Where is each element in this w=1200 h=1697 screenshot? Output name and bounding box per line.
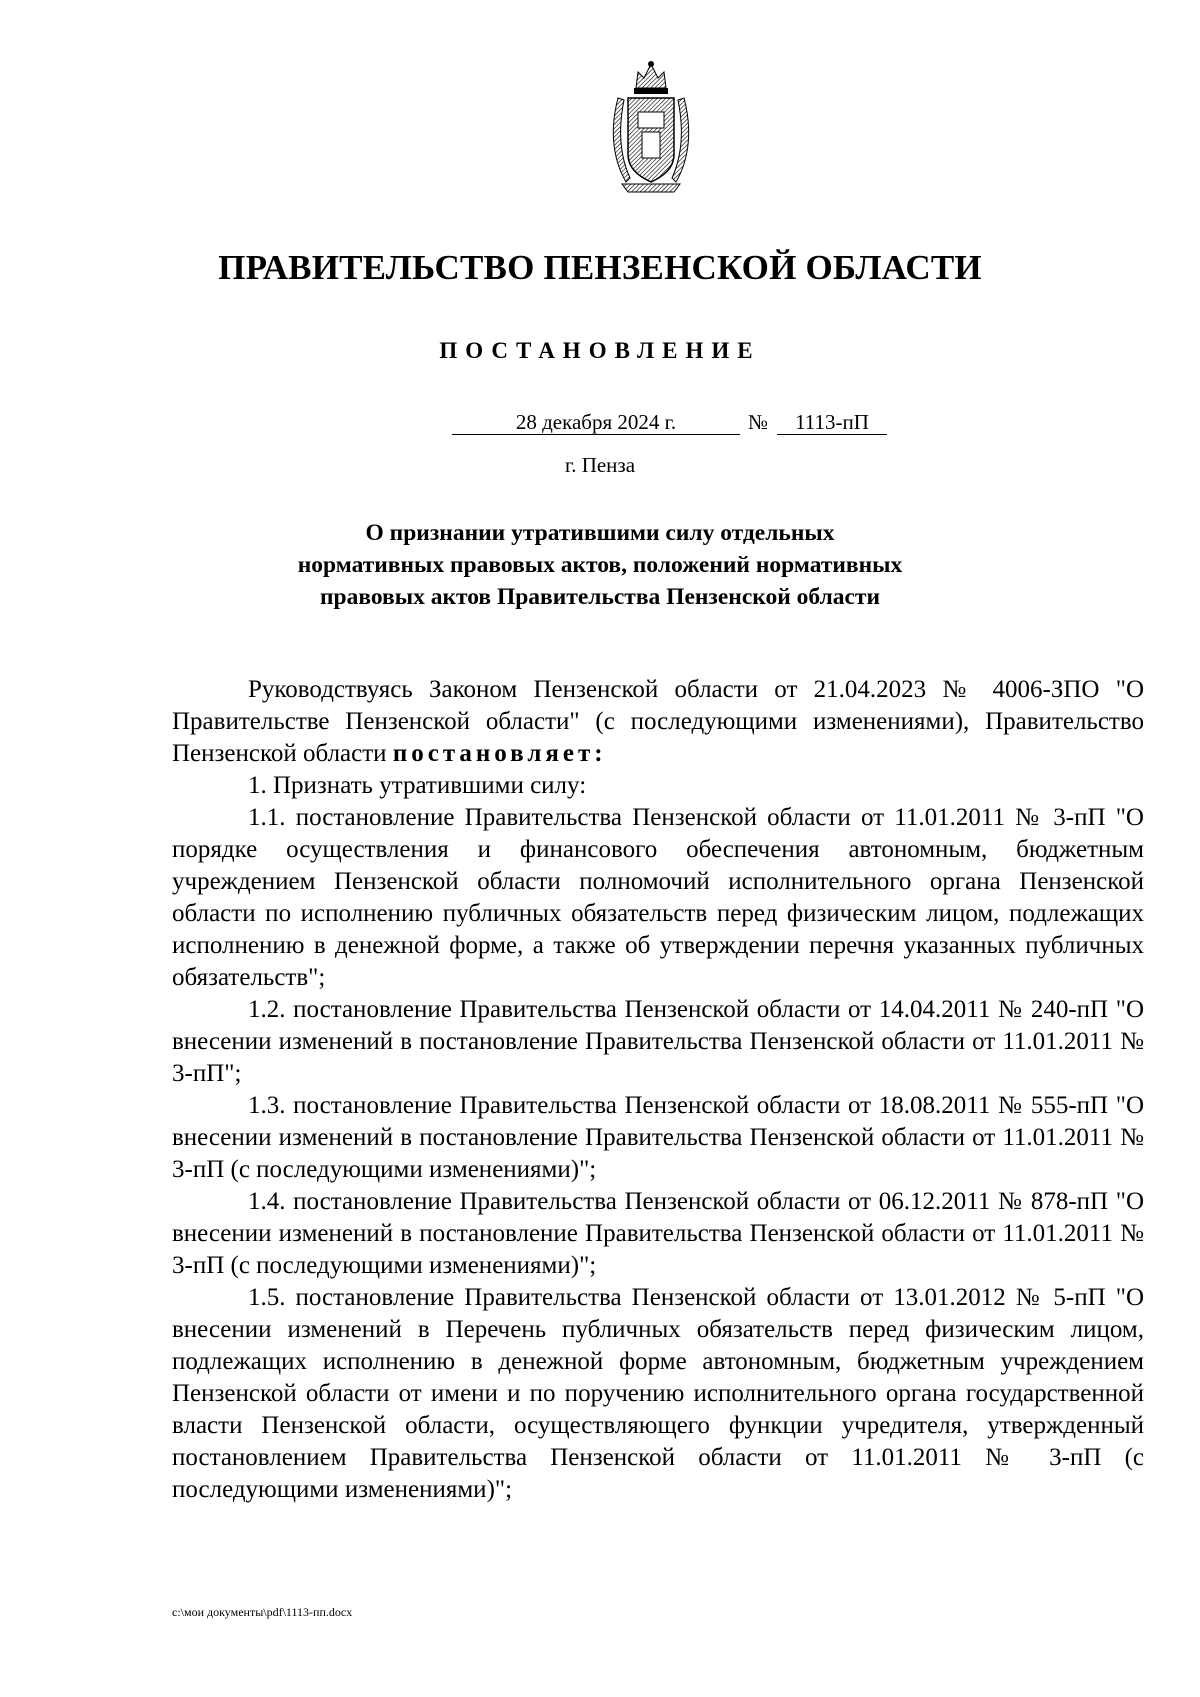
number-sign: № xyxy=(747,410,769,434)
clause-1: 1. Признать утратившими силу: xyxy=(248,772,587,799)
heading-line: нормативных правовых актов, положений нормативных xyxy=(297,552,903,578)
document-date: 28 декабря 2024 г. xyxy=(452,410,740,435)
coat-of-arms-icon xyxy=(608,58,694,198)
preamble-paragraph xyxy=(172,674,1144,770)
document-heading xyxy=(250,517,950,613)
organization-title: ПРАВИТЕЛЬСТВО ПЕНЗЕНСКОЙ ОБЛАСТИ xyxy=(218,248,982,287)
document-city: г. Пенза xyxy=(564,453,636,477)
preamble-text: Руководствуясь Законом Пензенской области от 21.04.2023 № 4006-ЗПО "О Правительстве Пензенской области" (с последующими изменениями), Правительство Пензенской области xyxy=(172,676,1144,767)
heading-line: О признании утратившими силу отдельных xyxy=(365,520,835,546)
heading-line: правовых актов Правительства Пензенской области xyxy=(319,584,881,610)
clause-1-3: 1.3. постановление Правительства Пензенской области от 18.08.2011 № 555-пП "О внесении изменений в постановление Правительства Пензенской области от 11.01.2011 № 3-пП (с последующими изменениями)"; xyxy=(172,1092,1144,1183)
clause-1-2: 1.2. постановление Правительства Пензенской области от 14.04.2011 № 240-пП "О внесении изменений в постановление Правительства Пензенской области от 11.01.2011 № 3-пП"; xyxy=(172,996,1144,1087)
document-number: 1113-пП xyxy=(777,410,887,435)
clause-1-1: 1.1. постановление Правительства Пензенской области от 11.01.2011 № 3-пП "О порядке осуществления и финансового обеспечения автономным, бюджетным учреждением Пензенской области полномочий исполнительного органа Пензенской области по исполнению публичных обязательств перед физическим лицом, подлежащих исполнению в денежной форме, а также об утверждении перечня указанных публичных обязательств"; xyxy=(172,804,1144,991)
clause-1-4: 1.4. постановление Правительства Пензенской области от 06.12.2011 № 878-пП "О внесении изменений в постановление Правительства Пензенской области от 11.01.2011 № 3-пП (с последующими изменениями)"; xyxy=(172,1188,1144,1279)
clause-1-5: 1.5. постановление Правительства Пензенской области от 13.01.2012 № 5-пП "О внесении изменений в Перечень публичных обязательств перед физическим лицом, подлежащих исполнению в денежной форме автономным, бюджетным учреждением Пензенской области от имени и по поручению исполнительного органа государственной власти Пензенской области, осуществляющего функции учредителя, утвержденный постановлением Правительства Пензенской области от 11.01.2011 № 3-пП (с последующими изменениями)"; xyxy=(172,1284,1144,1503)
document-type: ПОСТАНОВЛЕНИЕ xyxy=(439,338,761,363)
footer-file-path: c:\мои документы\pdf\1113-пп.docx xyxy=(172,1605,353,1619)
document-body xyxy=(172,674,1144,1506)
decrees-word: постановляет: xyxy=(392,740,607,767)
